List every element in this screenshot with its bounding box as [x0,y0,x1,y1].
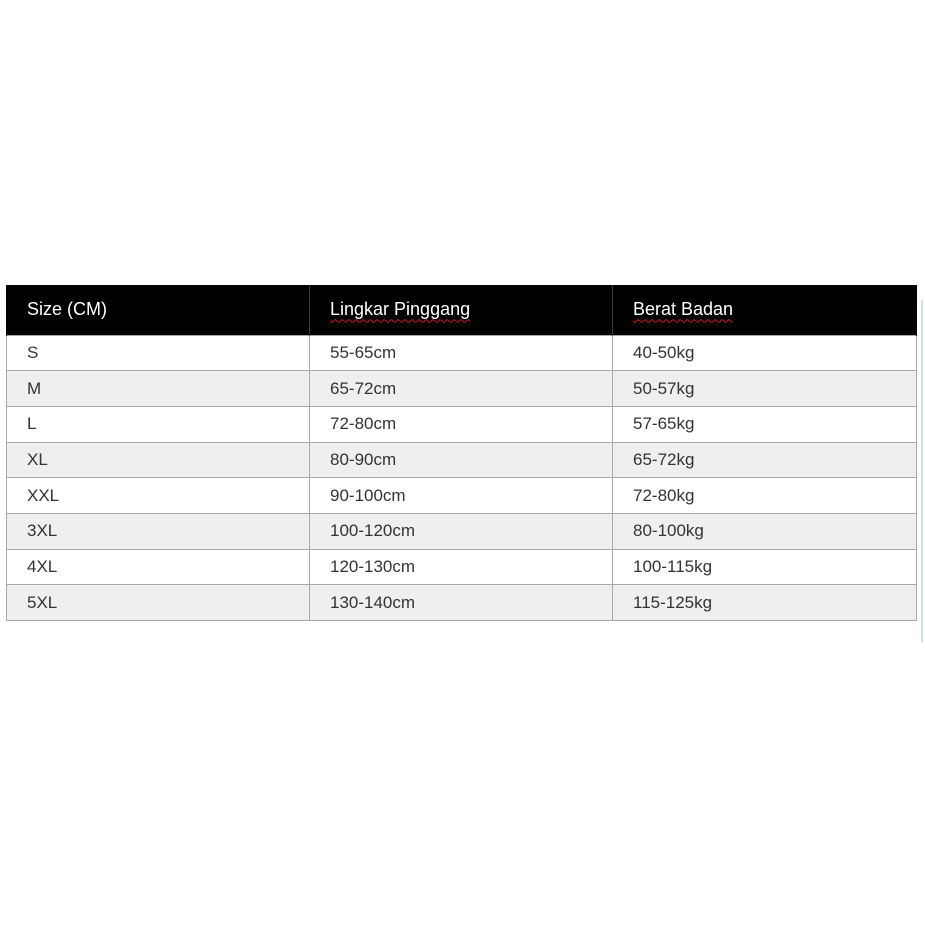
table-header-row [7,285,917,335]
size-cell: S [7,335,310,371]
table-row [7,513,917,549]
header-size-label: Size (CM) [27,299,107,320]
header-size [7,285,310,335]
waist-cell: 55-65cm [310,335,613,371]
weight-cell: 57-65kg [613,406,917,442]
table-row [7,549,917,585]
table-row [7,371,917,407]
size-cell: 5XL [7,585,310,621]
size-cell: L [7,406,310,442]
waist-cell: 130-140cm [310,585,613,621]
table-row [7,585,917,621]
size-cell: M [7,371,310,407]
waist-cell: 120-130cm [310,549,613,585]
waist-cell: 90-100cm [310,478,613,514]
header-waist [310,285,613,335]
waist-cell: 80-90cm [310,442,613,478]
table-row [7,478,917,514]
weight-cell: 40-50kg [613,335,917,371]
right-edge-line [921,300,923,642]
waist-cell: 65-72cm [310,371,613,407]
weight-cell: 100-115kg [613,549,917,585]
header-waist-label: Lingkar Pinggang [330,299,471,320]
weight-cell: 80-100kg [613,513,917,549]
table-row [7,406,917,442]
weight-cell: 50-57kg [613,371,917,407]
size-cell: XL [7,442,310,478]
table-row [7,442,917,478]
size-chart-table [6,285,917,621]
size-cell: 4XL [7,549,310,585]
header-weight [613,285,917,335]
weight-cell: 115-125kg [613,585,917,621]
header-weight-label: Berat Badan [633,299,734,320]
size-cell: 3XL [7,513,310,549]
waist-cell: 72-80cm [310,406,613,442]
size-cell: XXL [7,478,310,514]
weight-cell: 72-80kg [613,478,917,514]
waist-cell: 100-120cm [310,513,613,549]
table-row [7,335,917,371]
weight-cell: 65-72kg [613,442,917,478]
